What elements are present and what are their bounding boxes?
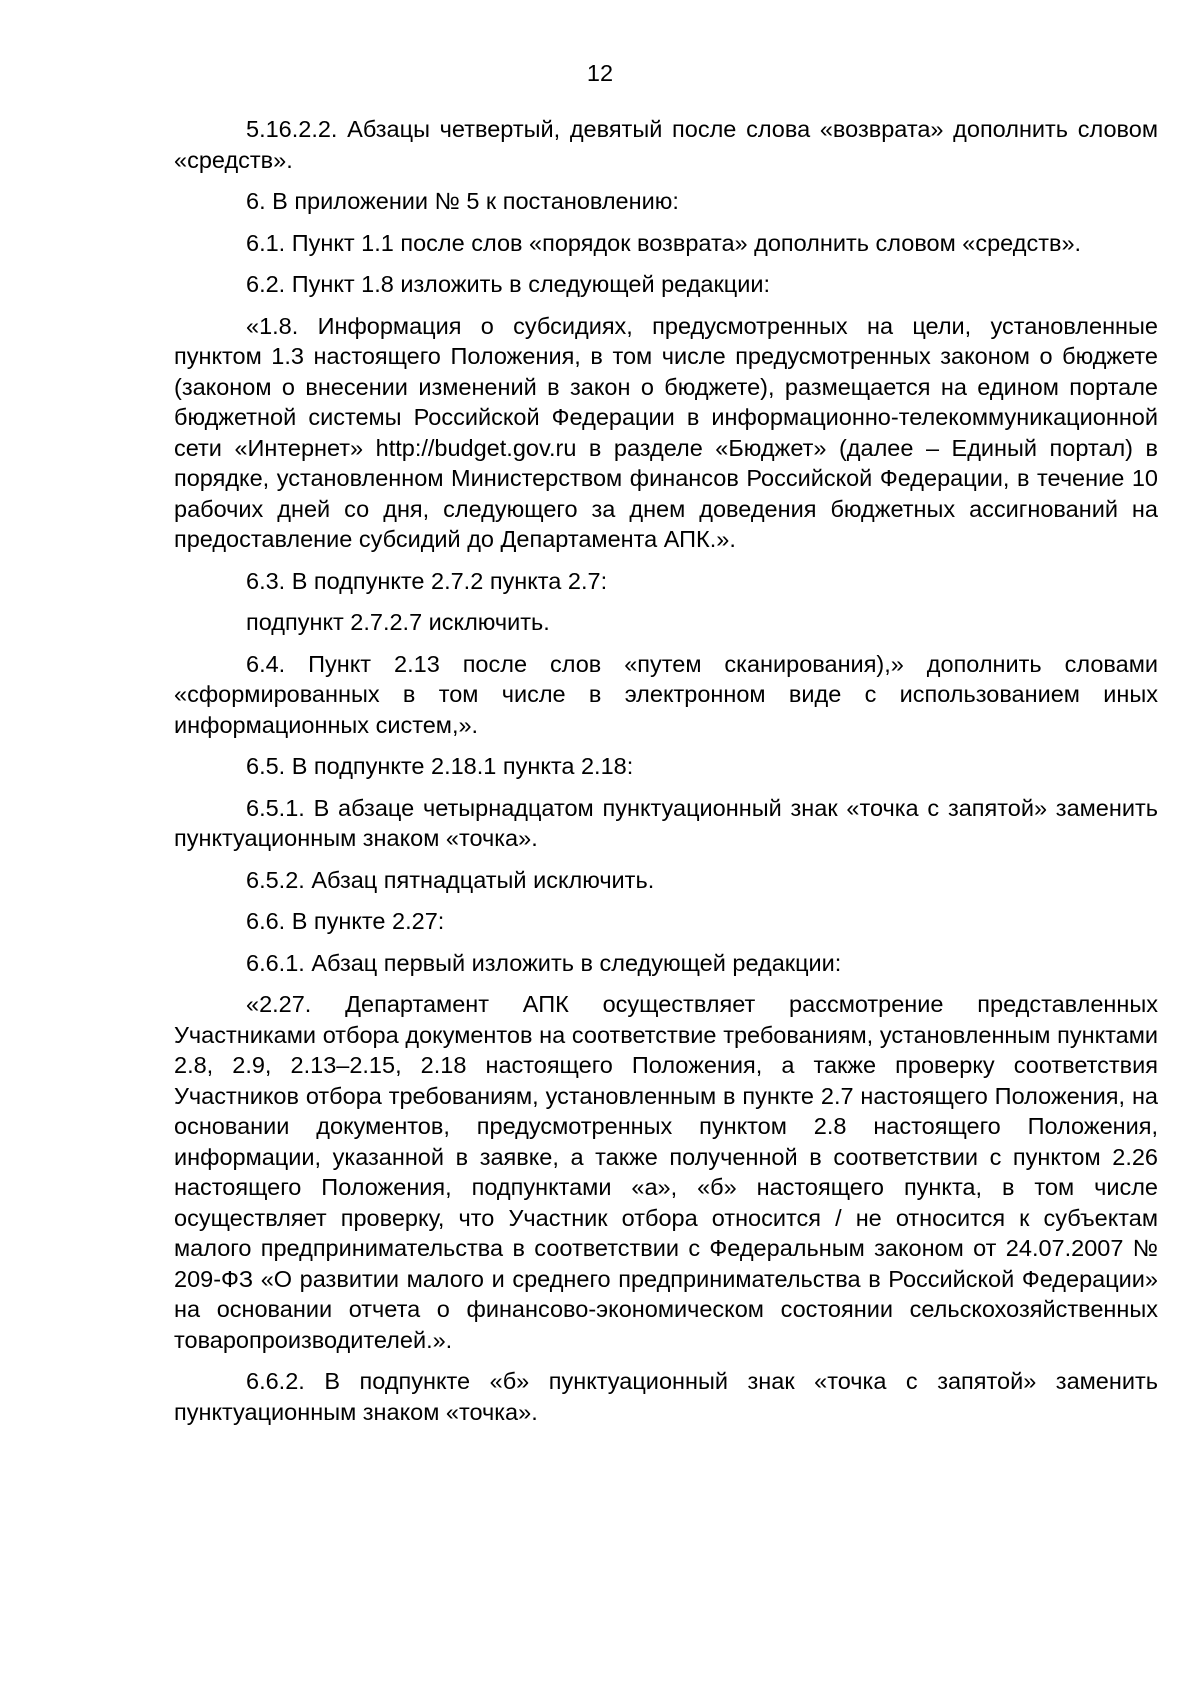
paragraph-6-5-1: 6.5.1. В абзаце четырнадцатом пунктуационный знак «точка с запятой» заменить пунктуационным знаком «точка». [174,794,1158,851]
paragraph-6-4: 6.4. Пункт 2.13 после слов «путем сканирования),» дополнить словами «сформированных в том числе в электронном виде с использованием иных информационных систем,». [174,650,1158,738]
paragraph-6-3: 6.3. В подпункте 2.7.2 пункта 2.7: [246,567,608,594]
paragraph-5-16-2-2: 5.16.2.2. Абзацы четвертый, девятый после слова «возврата» дополнить словом «средств». [174,116,1158,173]
paragraph-6-6-1: 6.6.1. Абзац первый изложить в следующей редакции: [246,949,842,976]
document-body [174,114,1158,1427]
paragraph-6: 6. В приложении № 5 к постановлению: [246,188,679,214]
paragraph-6-2: 6.2. Пункт 1.8 изложить в следующей редакции: [246,271,771,297]
paragraph-6-6-2: 6.6.2. В подпункте «б» пунктуационный знак «точка с запятой» заменить пунктуационным знаком «точка». [174,1368,1158,1425]
paragraph-6-6: 6.6. В пункте 2.27: [246,908,445,934]
paragraph-6-5-2: 6.5.2. Абзац пятнадцатый исключить. [246,866,655,893]
paragraph-6-5: 6.5. В подпункте 2.18.1 пункта 2.18: [246,753,634,779]
paragraph-6-1: 6.1. Пункт 1.1 после слов «порядок возврата» дополнить словом «средств». [246,229,1082,256]
page-number: 12 [586,60,614,86]
paragraph-1-8-quote: «1.8. Информация о субсидиях, предусмотренных на цели, установленные пунктом 1.3 настоящего Положения, в том числе предусмотренных законом о бюджете (законом о внесении изменений в закон о бюджете), размещается на едином портале бюджетной системы Российской Федерации в информационно-телекоммуникационной сети «Интернет» http://budget.gov.ru в разделе «Бюджет» (далее – Единый портал) в порядке, установленном Министерством финансов Российской Федерации, в течение 10 рабочих дней со дня, следующего за днем доведения бюджетных ассигнований на предоставление субсидий до Департамента АПК.». [174,312,1158,552]
paragraph-2-27-quote: «2.27. Департамент АПК осуществляет рассмотрение представленных Участниками отбора документов на соответствие требованиям, установленным пунктами 2.8, 2.9, 2.13–2.15, 2.18 настоящего Положения, а также проверку соответствия Участников отбора требованиям, установленным в пункте 2.7 настоящего Положения, на основании документов, предусмотренных пунктом 2.8 настоящего Положения, информации, указанной в заявке, а также полученной в соответствии с пунктом 2.26 настоящего Положения, подпунктами «а», «б» настоящего пункта, в том числе осуществляет проверку, что Участник отбора относится / не относится к субъектам малого предпринимательства в соответствии с Федеральным законом от 24.07.2007 № 209-ФЗ «О развитии малого и среднего предпринимательства в Российской Федерации» на основании отчета о финансово-экономическом состоянии сельскохозяйственных товаропроизводителей.». [174,991,1158,1353]
paragraph-2-7-2-7: подпункт 2.7.2.7 исключить. [246,609,550,635]
